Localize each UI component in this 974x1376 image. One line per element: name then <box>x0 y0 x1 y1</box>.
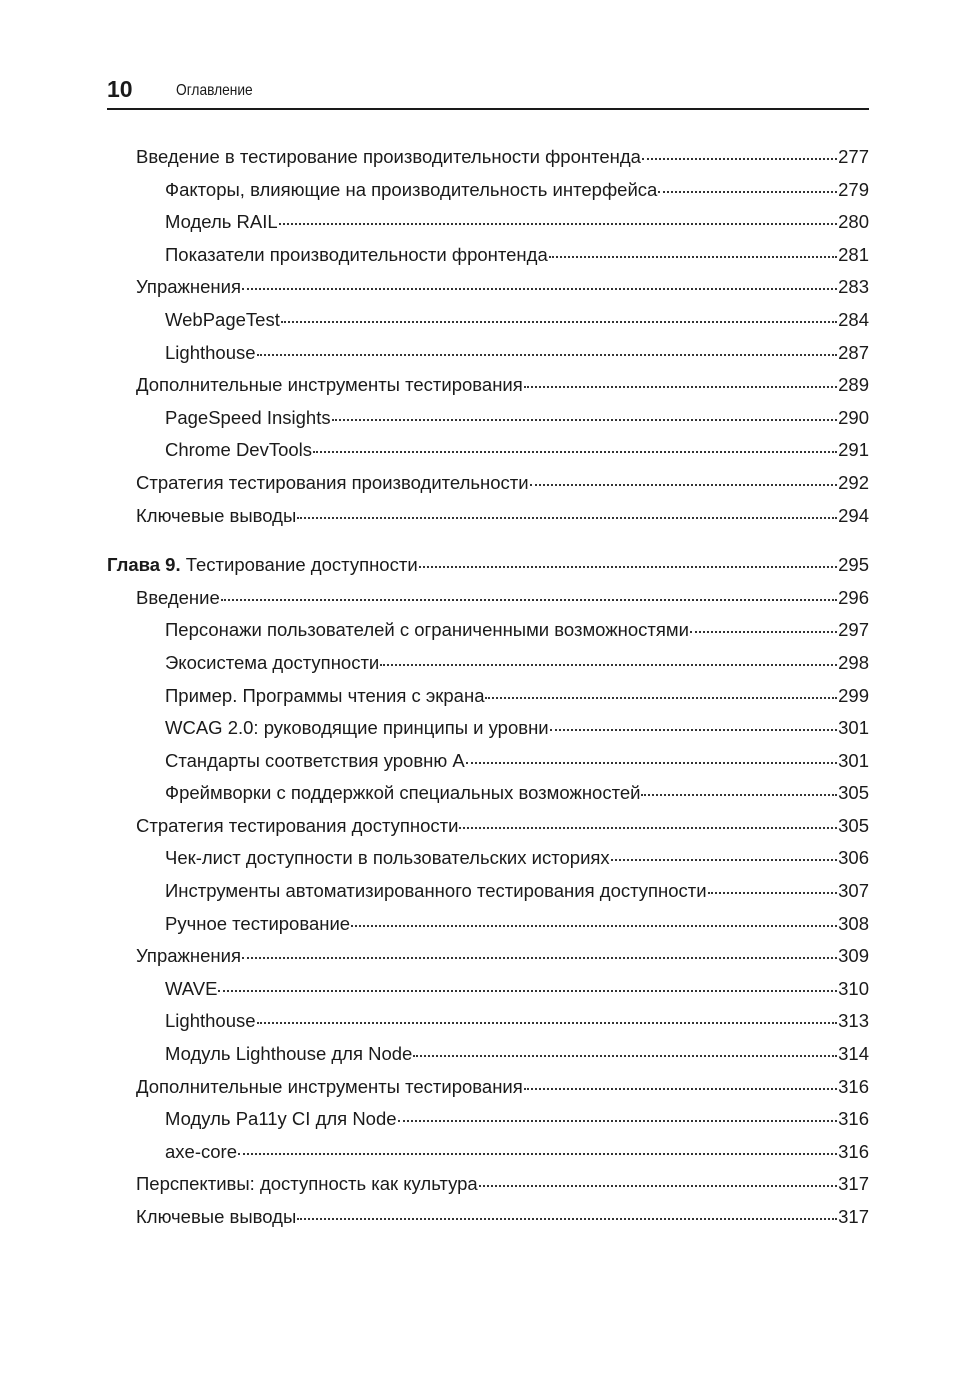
toc-entry[interactable] <box>107 1173 869 1206</box>
dot-leader <box>549 255 837 258</box>
toc-entry[interactable] <box>107 179 869 212</box>
toc-entry-title: Стратегия тестирования производительности <box>136 471 529 493</box>
toc-entry-page: 316 <box>838 1140 869 1162</box>
toc-entry[interactable] <box>107 1206 869 1239</box>
toc-entry-title: Ключевые выводы <box>136 1206 297 1227</box>
toc-entry-title: Стратегия тестирования доступности <box>136 814 459 836</box>
toc-entry-title: WebPageTest <box>165 308 280 330</box>
dot-leader <box>550 728 838 731</box>
dot-leader <box>238 1152 837 1155</box>
toc-entry[interactable] <box>107 276 869 309</box>
toc-entry-page: 298 <box>838 651 869 673</box>
dot-leader <box>257 353 838 356</box>
toc-entry-title: WAVE <box>165 977 218 999</box>
dot-leader <box>257 1021 838 1024</box>
toc-entry-title: Модель RAIL <box>165 211 278 233</box>
toc-entry-page: 310 <box>838 977 869 999</box>
toc-entry[interactable] <box>107 374 869 407</box>
dot-leader <box>380 663 837 666</box>
toc-entry[interactable] <box>107 1010 869 1043</box>
toc-entry-title: Дополнительные инструменты тестирования <box>136 374 523 396</box>
dot-leader <box>332 418 838 421</box>
toc-entry-page: 309 <box>838 945 869 967</box>
toc-entry-page: 307 <box>838 880 869 902</box>
toc-entry[interactable] <box>107 685 869 718</box>
toc-entry-title: PageSpeed Insights <box>165 406 331 428</box>
running-title: Оглавление <box>176 82 253 99</box>
dot-leader <box>413 1054 837 1057</box>
toc-entry-title: Lighthouse <box>165 1010 256 1032</box>
toc-entry[interactable] <box>107 342 869 375</box>
toc-entry-page: 316 <box>838 1108 869 1130</box>
toc-entry[interactable] <box>107 407 869 440</box>
toc-entry[interactable] <box>107 244 869 277</box>
dot-leader <box>419 565 837 568</box>
toc-entry-title: Модуль Lighthouse для Node <box>165 1043 413 1065</box>
dot-leader <box>530 483 838 486</box>
toc-entry-page: 279 <box>838 178 869 200</box>
dot-leader <box>524 385 837 388</box>
toc-entry-page: 277 <box>838 146 869 167</box>
toc-entry-title: Упражнения <box>136 276 241 298</box>
toc-entry[interactable] <box>107 472 869 505</box>
toc-entry-title: Персонажи пользователей с ограниченными возможностями <box>165 619 689 641</box>
dot-leader <box>611 858 837 861</box>
toc-entry[interactable] <box>107 1076 869 1109</box>
dot-leader <box>479 1184 837 1187</box>
toc-entry[interactable] <box>107 1108 869 1141</box>
toc-entry-title: Чек-лист доступности в пользовательских историях <box>165 847 610 869</box>
toc-entry-page: 313 <box>838 1010 869 1032</box>
toc-entry[interactable] <box>107 978 869 1011</box>
toc-entry[interactable] <box>107 913 869 946</box>
toc-entry-page: 292 <box>838 471 869 493</box>
toc-entry-page: 299 <box>838 684 869 706</box>
toc-entry[interactable] <box>107 505 869 538</box>
dot-leader <box>466 761 837 764</box>
toc-entry-title: Экосистема доступности <box>165 651 380 673</box>
toc-entry-title: Факторы, влияющие на производительность интерфейса <box>165 178 658 200</box>
dot-leader <box>242 287 837 290</box>
dot-leader <box>658 190 837 193</box>
dot-leader <box>279 222 837 225</box>
toc-entry-page: 280 <box>838 211 869 233</box>
page-number: 10 <box>107 76 133 102</box>
toc-entry-title: Введение <box>136 586 220 608</box>
toc-entry-page: 294 <box>838 504 869 526</box>
dot-leader <box>485 696 837 699</box>
toc-entry-page: 317 <box>838 1206 869 1227</box>
toc-entry-page: 281 <box>838 243 869 265</box>
dot-leader <box>642 157 837 160</box>
dot-leader <box>351 924 837 927</box>
toc-entry-title: axe-core <box>165 1140 237 1162</box>
toc-entry-title: Показатели производительности фронтенда <box>165 243 548 265</box>
running-header <box>107 74 869 110</box>
toc-entry[interactable] <box>107 439 869 472</box>
table-of-contents <box>107 146 869 1239</box>
toc-entry-title: Пример. Программы чтения с экрана <box>165 684 485 706</box>
chapter-label: Глава 9. <box>107 554 181 576</box>
toc-entry-page: 283 <box>838 276 869 298</box>
dot-leader <box>398 1119 838 1122</box>
toc-entry[interactable] <box>107 1141 869 1174</box>
dot-leader <box>242 956 837 959</box>
dot-leader <box>708 891 838 894</box>
toc-entry[interactable] <box>107 1043 869 1076</box>
toc-entry-page: 306 <box>838 847 869 869</box>
toc-entry-title: Ключевые выводы <box>136 504 297 526</box>
toc-entry[interactable] <box>107 945 869 978</box>
toc-entry[interactable] <box>107 587 869 620</box>
toc-entry-page: 314 <box>838 1043 869 1065</box>
toc-entry[interactable] <box>107 782 869 815</box>
toc-entry-title: Упражнения <box>136 945 241 967</box>
toc-entry-page: 284 <box>838 308 869 330</box>
dot-leader <box>281 320 837 323</box>
toc-entry-title: Lighthouse <box>165 341 256 363</box>
toc-entry-page: 305 <box>838 782 869 804</box>
toc-entry[interactable] <box>107 750 869 783</box>
toc-entry-page: 287 <box>838 341 869 363</box>
toc-entry-title: Модуль Pa11y CI для Node <box>165 1108 397 1130</box>
toc-entry-title: Дополнительные инструменты тестирования <box>136 1075 523 1097</box>
toc-entry-title: Перспективы: доступность как культура <box>136 1173 478 1195</box>
toc-entry-page: 317 <box>838 1173 869 1195</box>
toc-entry-title: Введение в тестирование производительности фронтенда <box>136 146 641 167</box>
toc-entry-title: Глава 9. Тестирование доступности <box>107 554 418 576</box>
dot-leader <box>297 516 837 519</box>
toc-entry[interactable] <box>107 146 869 179</box>
toc-entry-page: 316 <box>838 1075 869 1097</box>
toc-entry-page: 296 <box>838 586 869 608</box>
toc-entry-page: 301 <box>838 749 869 771</box>
toc-entry-title: Инструменты автоматизированного тестирования доступности <box>165 880 707 902</box>
toc-entry[interactable] <box>107 717 869 750</box>
toc-entry[interactable] <box>107 211 869 244</box>
dot-leader <box>221 598 837 601</box>
toc-entry[interactable] <box>107 652 869 685</box>
toc-entry-title: Фреймворки с поддержкой специальных возможностей <box>165 782 641 804</box>
toc-entry[interactable] <box>107 619 869 652</box>
toc-entry-page: 295 <box>838 554 869 576</box>
toc-entry-page: 297 <box>838 619 869 641</box>
dot-leader <box>313 450 837 453</box>
dot-leader <box>218 989 837 992</box>
toc-entry-page: 301 <box>838 717 869 739</box>
toc-entry[interactable] <box>107 815 869 848</box>
dot-leader <box>690 630 837 633</box>
toc-entry-title: WCAG 2.0: руководящие принципы и уровни <box>165 717 549 739</box>
dot-leader <box>524 1087 837 1090</box>
toc-entry-title: Chrome DevTools <box>165 439 313 461</box>
dot-leader <box>459 826 837 829</box>
toc-entry-page: 290 <box>838 406 869 428</box>
toc-entry-page: 289 <box>838 374 869 396</box>
toc-entry[interactable] <box>107 847 869 880</box>
toc-entry[interactable] <box>107 309 869 342</box>
toc-chapter-entry[interactable] <box>107 554 869 587</box>
toc-entry-page: 291 <box>838 439 869 461</box>
dot-leader <box>297 1217 837 1220</box>
toc-entry-page: 305 <box>838 814 869 836</box>
toc-entry-title: Стандарты соответствия уровню А <box>165 749 465 771</box>
toc-entry[interactable] <box>107 880 869 913</box>
toc-entry-title: Ручное тестирование <box>165 912 351 934</box>
toc-entry-page: 308 <box>838 912 869 934</box>
dot-leader <box>641 793 837 796</box>
